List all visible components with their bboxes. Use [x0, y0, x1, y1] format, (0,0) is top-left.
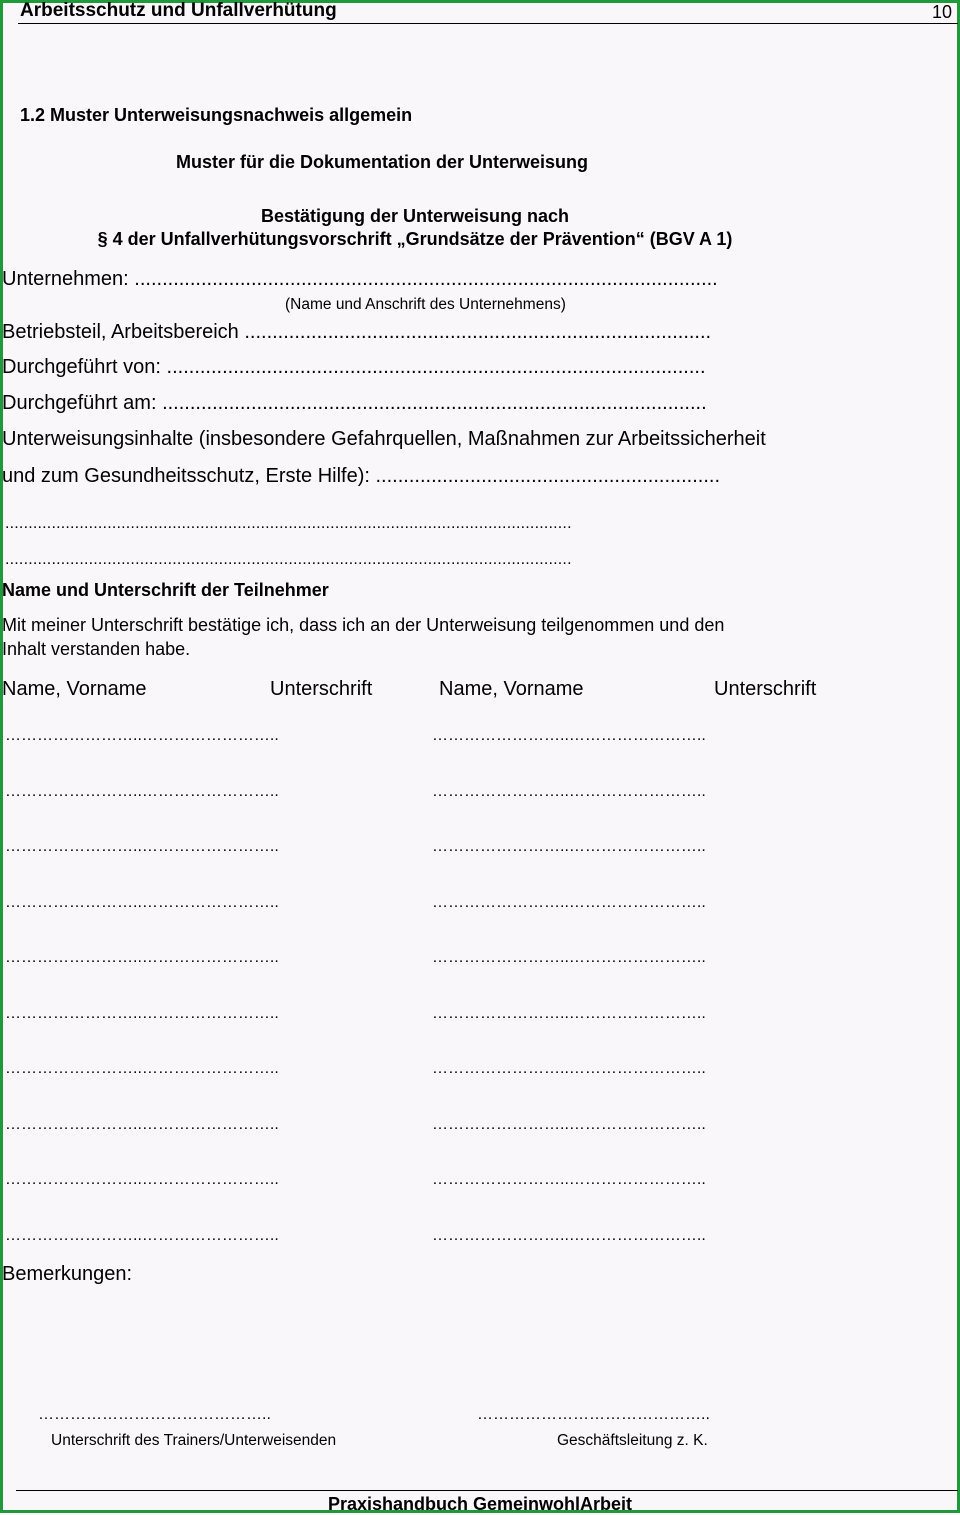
column-signature-1: Unterschrift [270, 678, 373, 700]
participants-statement-line-2: Inhalt verstanden habe. [2, 639, 191, 659]
participant-row-left: ……………………..…………………….. [5, 727, 279, 744]
column-name-1: Name, Vorname [2, 678, 147, 700]
participant-row-left: ……………………..…………………….. [5, 1060, 279, 1077]
header-title: Arbeitsschutz und Unfallverhütung [20, 0, 337, 21]
section-title: 1.2 Muster Unterweisungsnachweis allgemein [20, 105, 413, 125]
participant-row-right: ……………………..…………………….. [432, 894, 706, 911]
participant-row-right: ……………………..…………………….. [432, 783, 706, 800]
footer-text: Praxishandbuch GemeinwohlArbeit [327, 1494, 633, 1514]
trainer-signature-caption: Unterschrift des Trainers/Unterweisenden [51, 1432, 337, 1449]
column-name-2: Name, Vorname [439, 678, 584, 700]
participant-row-right: ……………………..…………………….. [432, 1060, 706, 1077]
page-number: 10 [931, 2, 952, 22]
participant-row-left: ……………………..…………………….. [5, 783, 279, 800]
footer-rule [16, 1490, 958, 1491]
company-field: Unternehmen: ......................................................................................................... [2, 268, 718, 290]
contents-blank-line-2: .......................................................................................................................... [5, 551, 572, 568]
participant-row-left: ……………………..…………………….. [5, 838, 279, 855]
doc-subheading-1: Bestätigung der Unterweisung nach [260, 206, 570, 226]
participant-row-right: ……………………..…………………….. [432, 1116, 706, 1133]
participant-row-right: ……………………..…………………….. [432, 838, 706, 855]
participant-row-left: ……………………..…………………….. [5, 1227, 279, 1244]
participants-heading: Name und Unterschrift der Teilnehmer [2, 580, 329, 600]
department-field: Betriebsteil, Arbeitsbereich .................................................................................... [2, 321, 712, 343]
participant-row-left: ……………………..…………………….. [5, 1116, 279, 1133]
participant-row-right: ……………………..…………………….. [432, 727, 706, 744]
management-signature-line: …………………………………….. [477, 1406, 710, 1423]
participant-row-left: ……………………..…………………….. [5, 949, 279, 966]
conducted-by-field: Durchgeführt von: ................................................................................................. [2, 356, 706, 378]
trainer-signature-line: …………………………………….. [38, 1406, 271, 1423]
participant-row-left: ……………………..…………………….. [5, 1005, 279, 1022]
participant-row-right: ……………………..…………………….. [432, 949, 706, 966]
management-signature-caption: Geschäftsleitung z. K. [557, 1432, 708, 1449]
contents-label-line-2: und zum Gesundheitsschutz, Erste Hilfe): .............................................................. [2, 465, 721, 487]
participant-row-left: ……………………..…………………….. [5, 894, 279, 911]
contents-label-line-1: Unterweisungsinhalte (insbesondere Gefahrquellen, Maßnahmen zur Arbeitssicherheit [2, 428, 766, 450]
header-rule [18, 23, 958, 24]
participant-row-right: ……………………..…………………….. [432, 1227, 706, 1244]
participant-row-right: ……………………..…………………….. [432, 1005, 706, 1022]
participant-row-right: ……………………..…………………….. [432, 1171, 706, 1188]
participant-row-left: ……………………..…………………….. [5, 1171, 279, 1188]
contents-blank-line-1: .......................................................................................................................... [5, 515, 572, 532]
doc-subheading-2: § 4 der Unfallverhütungsvorschrift „Grundsätze der Prävention“ (BGV A 1) [97, 229, 733, 249]
remarks-label: Bemerkungen: [2, 1263, 133, 1285]
conducted-on-field: Durchgeführt am: .................................................................................................. [2, 392, 707, 414]
column-signature-2: Unterschrift [714, 678, 817, 700]
company-hint: (Name und Anschrift des Unternehmens) [285, 296, 566, 313]
doc-heading: Muster für die Dokumentation der Unterweisung [175, 152, 589, 172]
participants-statement-line-1: Mit meiner Unterschrift bestätige ich, dass ich an der Unterweisung teilgenommen und den [2, 615, 725, 635]
